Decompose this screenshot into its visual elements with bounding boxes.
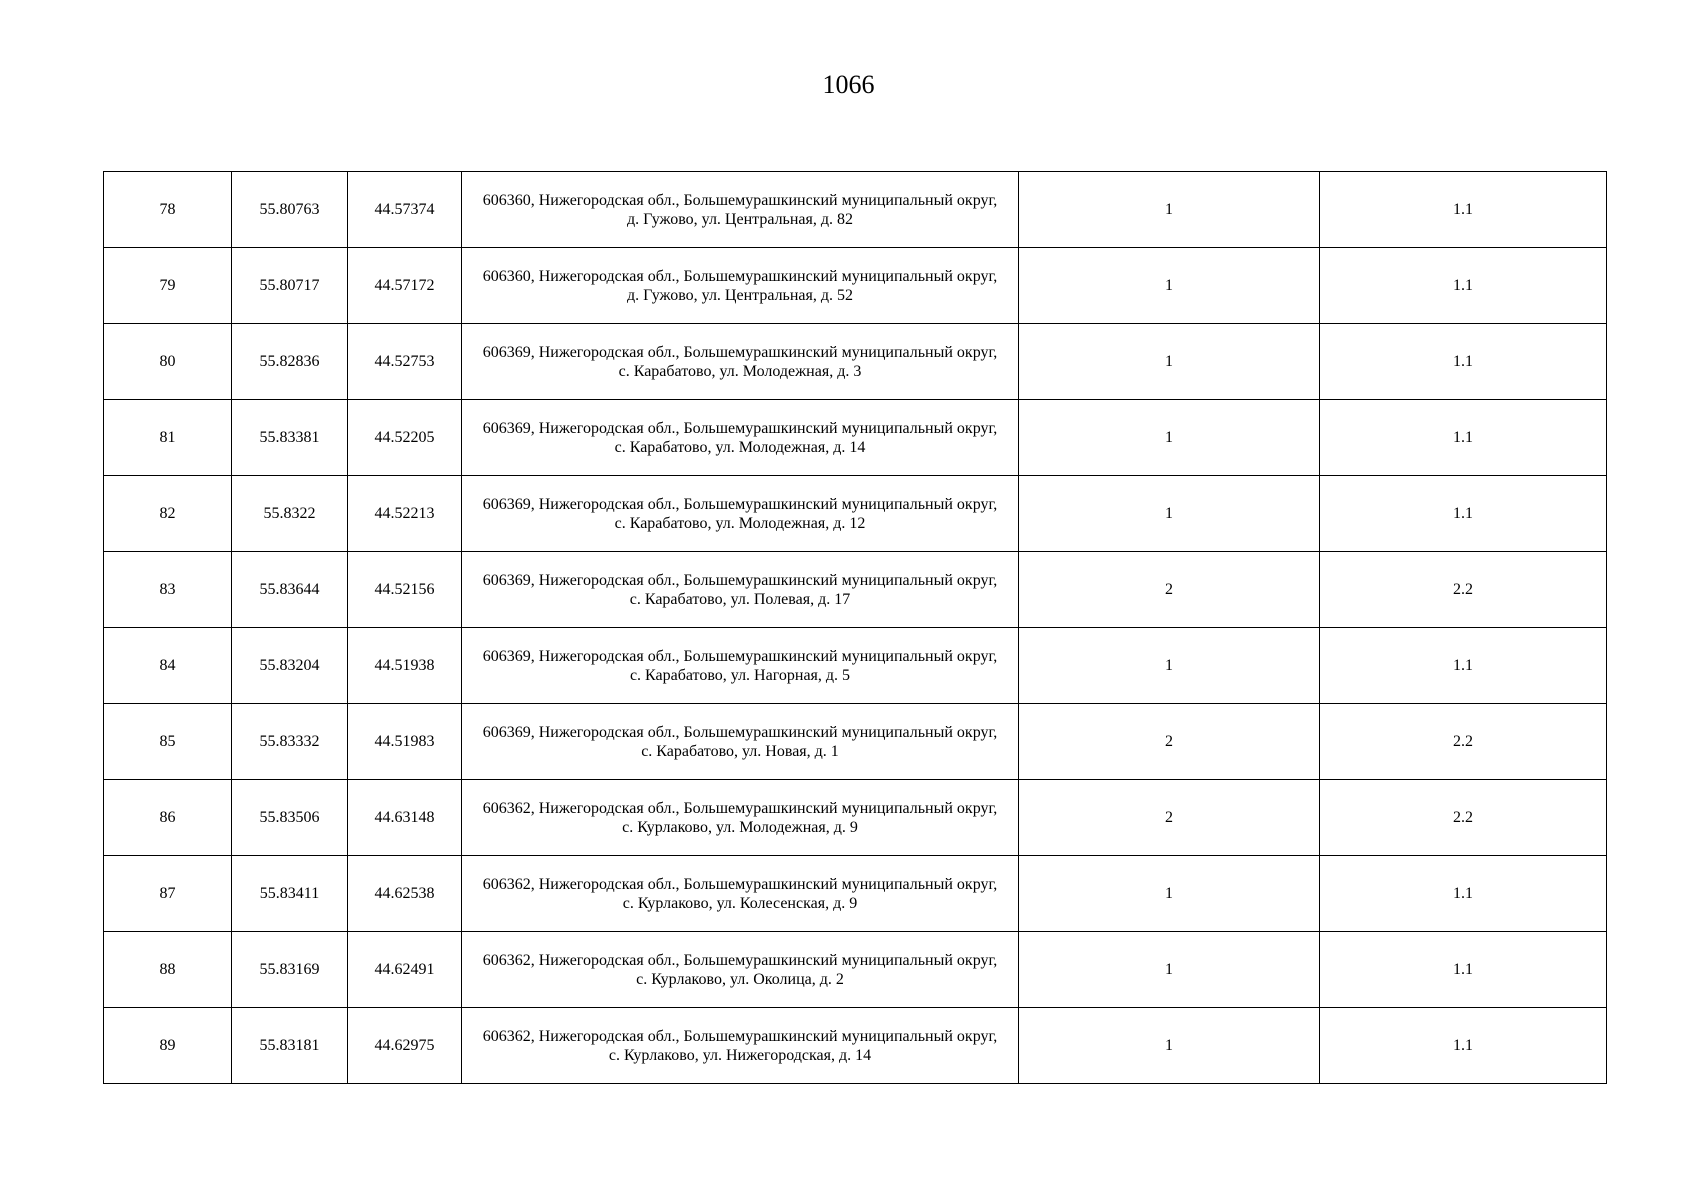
latitude: 55.83381	[232, 400, 348, 476]
address	[462, 400, 1019, 476]
latitude: 55.80763	[232, 172, 348, 248]
value: 1.1	[1320, 1008, 1607, 1084]
address-line-1: 606369, Нижегородская обл., Большемурашкинский муниципальный округ,	[482, 723, 998, 741]
table-row	[104, 324, 1607, 400]
longitude: 44.52753	[348, 324, 462, 400]
address-line-1: 606360, Нижегородская обл., Большемурашкинский муниципальный округ,	[482, 191, 998, 209]
address-line-2: с. Карабатово, ул. Молодежная, д. 14	[614, 438, 866, 456]
count: 1	[1019, 628, 1320, 704]
address-line-1: 606369, Нижегородская обл., Большемурашкинский муниципальный округ,	[482, 495, 998, 513]
row-number: 80	[104, 324, 232, 400]
value: 1.1	[1320, 172, 1607, 248]
row-number: 81	[104, 400, 232, 476]
longitude: 44.57172	[348, 248, 462, 324]
latitude: 55.83181	[232, 1008, 348, 1084]
address	[462, 552, 1019, 628]
count: 1	[1019, 324, 1320, 400]
table-row	[104, 400, 1607, 476]
row-number: 87	[104, 856, 232, 932]
address-line-2: с. Карабатово, ул. Нагорная, д. 5	[629, 666, 851, 684]
address-line-2: с. Карабатово, ул. Молодежная, д. 12	[614, 514, 866, 532]
latitude: 55.80717	[232, 248, 348, 324]
address-line-1: 606369, Нижегородская обл., Большемурашкинский муниципальный округ,	[482, 647, 998, 665]
address-line-1: 606369, Нижегородская обл., Большемурашкинский муниципальный округ,	[482, 343, 998, 361]
table-row	[104, 704, 1607, 780]
table-row	[104, 780, 1607, 856]
table-body	[104, 172, 1607, 1084]
count: 2	[1019, 704, 1320, 780]
address	[462, 704, 1019, 780]
longitude: 44.52156	[348, 552, 462, 628]
value: 1.1	[1320, 628, 1607, 704]
longitude: 44.62538	[348, 856, 462, 932]
address	[462, 476, 1019, 552]
address	[462, 172, 1019, 248]
value: 1.1	[1320, 932, 1607, 1008]
address-table	[103, 171, 1607, 1084]
page-number: 1066	[822, 70, 875, 99]
table-row	[104, 628, 1607, 704]
row-number: 88	[104, 932, 232, 1008]
address-line-1: 606362, Нижегородская обл., Большемурашкинский муниципальный округ,	[482, 875, 998, 893]
row-number: 89	[104, 1008, 232, 1084]
address-line-1: 606369, Нижегородская обл., Большемурашкинский муниципальный округ,	[482, 571, 998, 589]
address-line-2: с. Карабатово, ул. Новая, д. 1	[641, 742, 839, 760]
longitude: 44.62491	[348, 932, 462, 1008]
row-number: 85	[104, 704, 232, 780]
count: 1	[1019, 932, 1320, 1008]
address-line-1: 606369, Нижегородская обл., Большемурашкинский муниципальный округ,	[482, 419, 998, 437]
longitude: 44.51983	[348, 704, 462, 780]
address-line-2: с. Карабатово, ул. Молодежная, д. 3	[618, 362, 862, 380]
value: 1.1	[1320, 400, 1607, 476]
address-line-2: с. Карабатово, ул. Полевая, д. 17	[629, 590, 851, 608]
row-number: 84	[104, 628, 232, 704]
longitude: 44.62975	[348, 1008, 462, 1084]
row-number: 86	[104, 780, 232, 856]
table-row	[104, 552, 1607, 628]
value: 1.1	[1320, 856, 1607, 932]
address	[462, 780, 1019, 856]
value: 1.1	[1320, 324, 1607, 400]
address-line-1: 606362, Нижегородская обл., Большемурашкинский муниципальный округ,	[482, 799, 998, 817]
table-row	[104, 932, 1607, 1008]
table-row	[104, 856, 1607, 932]
latitude: 55.83411	[232, 856, 348, 932]
row-number: 79	[104, 248, 232, 324]
count: 1	[1019, 856, 1320, 932]
latitude: 55.83506	[232, 780, 348, 856]
table-row	[104, 172, 1607, 248]
address	[462, 628, 1019, 704]
count: 1	[1019, 1008, 1320, 1084]
address-line-2: с. Курлаково, ул. Нижегородская, д. 14	[608, 1046, 872, 1064]
address	[462, 248, 1019, 324]
latitude: 55.83204	[232, 628, 348, 704]
latitude: 55.82836	[232, 324, 348, 400]
table-row	[104, 248, 1607, 324]
address	[462, 932, 1019, 1008]
address	[462, 1008, 1019, 1084]
address	[462, 324, 1019, 400]
table-row	[104, 476, 1607, 552]
latitude: 55.83644	[232, 552, 348, 628]
row-number: 82	[104, 476, 232, 552]
count: 1	[1019, 400, 1320, 476]
address-line-2: д. Гужово, ул. Центральная, д. 52	[626, 286, 854, 304]
address-line-1: 606362, Нижегородская обл., Большемурашкинский муниципальный округ,	[482, 1027, 998, 1045]
longitude: 44.63148	[348, 780, 462, 856]
value: 2.2	[1320, 704, 1607, 780]
latitude: 55.83169	[232, 932, 348, 1008]
table-row	[104, 1008, 1607, 1084]
latitude: 55.83332	[232, 704, 348, 780]
count: 2	[1019, 552, 1320, 628]
count: 1	[1019, 476, 1320, 552]
count: 1	[1019, 172, 1320, 248]
address	[462, 856, 1019, 932]
value: 2.2	[1320, 552, 1607, 628]
address-line-1: 606362, Нижегородская обл., Большемурашкинский муниципальный округ,	[482, 951, 998, 969]
longitude: 44.52213	[348, 476, 462, 552]
address-line-2: с. Курлаково, ул. Колесенская, д. 9	[622, 894, 858, 912]
value: 1.1	[1320, 476, 1607, 552]
count: 2	[1019, 780, 1320, 856]
value: 2.2	[1320, 780, 1607, 856]
longitude: 44.52205	[348, 400, 462, 476]
latitude: 55.8322	[232, 476, 348, 552]
count: 1	[1019, 248, 1320, 324]
value: 1.1	[1320, 248, 1607, 324]
address-line-2: с. Курлаково, ул. Околица, д. 2	[636, 970, 844, 988]
longitude: 44.57374	[348, 172, 462, 248]
address-line-2: с. Курлаково, ул. Молодежная, д. 9	[622, 818, 858, 836]
row-number: 83	[104, 552, 232, 628]
longitude: 44.51938	[348, 628, 462, 704]
row-number: 78	[104, 172, 232, 248]
address-line-1: 606360, Нижегородская обл., Большемурашкинский муниципальный округ,	[482, 267, 998, 285]
address-line-2: д. Гужово, ул. Центральная, д. 82	[626, 210, 854, 228]
